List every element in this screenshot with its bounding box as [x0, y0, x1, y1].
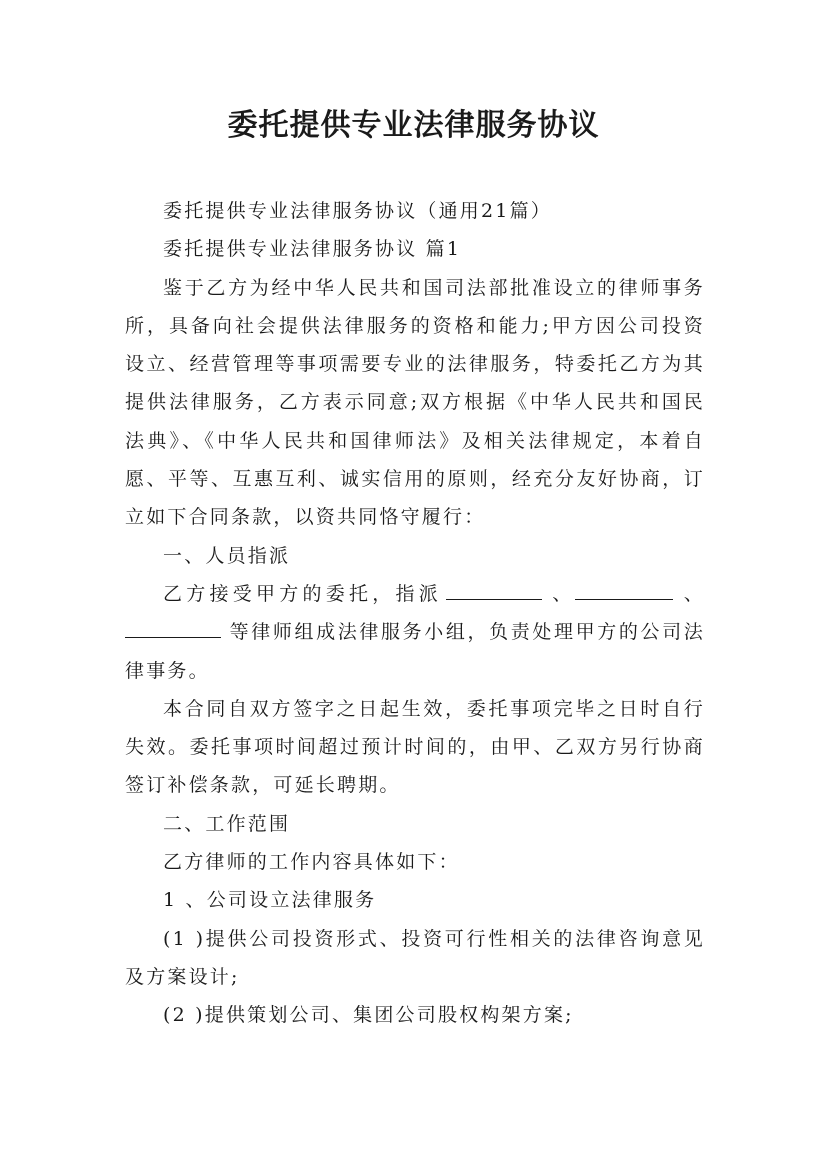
assignment-prefix: 乙方接受甲方的委托，指派 — [163, 582, 442, 605]
list-item-company-setup: 1 、公司设立法律服务 — [163, 889, 377, 912]
list-subitem-1: (1 )提供公司投资形式、投资可行性相关的法律咨询意见及方案设计; — [125, 927, 705, 988]
document-subtitle: 委托提供专业法律服务协议（通用21篇） — [163, 200, 552, 222]
lawyer-name-blank-3 — [125, 615, 221, 638]
lawyer-name-blank-2 — [575, 577, 673, 600]
assignment-separator-2: 、 — [673, 582, 705, 605]
assignment-suffix: 等律师组成法律服务小组，负责处理甲方的公司法律事务。 — [125, 621, 705, 682]
heading-personnel: 一、人员指派 — [163, 544, 291, 567]
document-body — [125, 192, 705, 1035]
paragraph-scope-intro: 乙方律师的工作内容具体如下： — [163, 851, 460, 874]
heading-scope: 二、工作范围 — [163, 812, 291, 835]
lawyer-name-blank-1 — [446, 577, 542, 600]
paragraph-term: 本合同自双方签字之日起生效，委托事项完毕之日时自行失效。委托事项时间超过预计时间的，由甲、乙双方另行协商签订补偿条款，可延长聘期。 — [125, 697, 705, 797]
paragraph-preamble: 鉴于乙方为经中华人民共和国司法部批准设立的律师事务所，具备向社会提供法律服务的资格和能力;甲方因公司投资设立、经营管理等事项需要专业的法律服务，特委托乙方为其提供法律服务，乙方表示同意;双方根据《中华人民共和国民法典》、《中华人民共和国律师法》及相关法律规定，本着自愿、平等、互惠互利、诚实信用的原则，经充分友好协商，订立如下合同条款，以资共同恪守履行： — [125, 276, 705, 529]
document-title: 委托提供专业法律服务协议 — [227, 108, 600, 143]
list-subitem-2: (2 )提供策划公司、集团公司股权构架方案; — [163, 1004, 574, 1027]
paragraph-assignment — [125, 575, 705, 690]
assignment-separator-1: 、 — [541, 582, 576, 605]
section-heading: 委托提供专业法律服务协议 篇1 — [163, 238, 462, 261]
